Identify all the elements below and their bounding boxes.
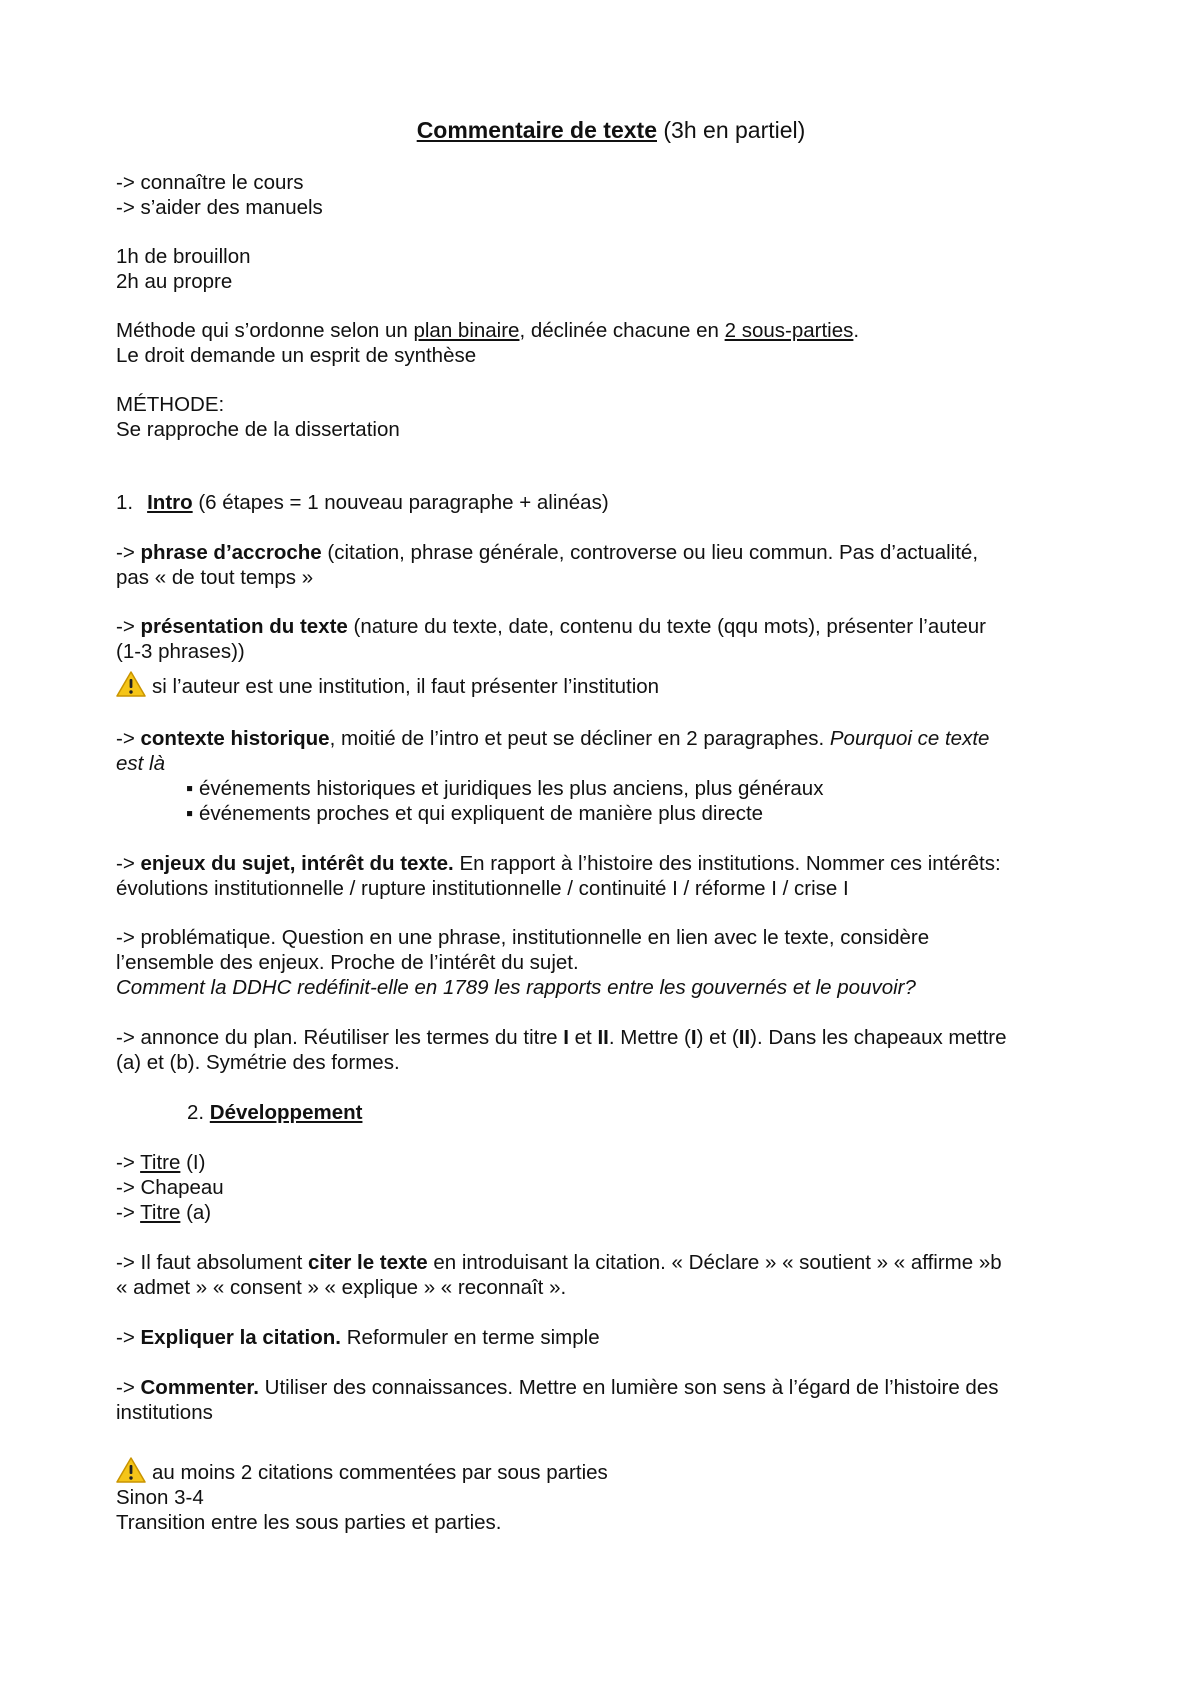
citer-line-1: -> Il faut absolument citer le texte en introduisant la citation. « Déclare » « soutient » « affirme »b [116, 1251, 1002, 1274]
problematique-line-1: -> problématique. Question en une phrase, institutionnelle en lien avec le texte, considère [116, 926, 930, 949]
citer-line-2: « admet » « consent » « explique » « reconnaît ». [116, 1276, 567, 1299]
contexte-line-2: est là [116, 752, 165, 775]
problematique-line-2: l’ensemble des enjeux. Proche de l’intérêt du sujet. [116, 951, 579, 974]
intro-line-1: -> connaître le cours [116, 171, 304, 194]
warning-icon [116, 671, 146, 697]
problematique-example: Comment la DDHC redéfinit-elle en 1789 les rapports entre les gouvernés et le pouvoir? [116, 976, 916, 999]
commenter-line-1: -> Commenter. Utiliser des connaissances. Mettre en lumière son sens à l’égard de l’histoire des [116, 1376, 999, 1399]
annonce-line-2: (a) et (b). Symétrie des formes. [116, 1051, 400, 1074]
presentation-line-2: (1-3 phrases)) [116, 640, 245, 663]
time-line-1: 1h de brouillon [116, 245, 251, 268]
expliquer-line: -> Expliquer la citation. Reformuler en terme simple [116, 1326, 600, 1349]
structure-titre-1: -> Titre (I) [116, 1151, 206, 1174]
warning-icon [116, 1457, 146, 1483]
section-2-heading: 2. Développement [187, 1101, 363, 1124]
section-1-heading: 1. Intro (6 étapes = 1 nouveau paragraphe + alinéas) [116, 491, 609, 514]
presentation-warning: si l’auteur est une institution, il faut présenter l’institution [116, 671, 659, 699]
commenter-line-2: institutions [116, 1401, 213, 1424]
final-line-2: Sinon 3-4 [116, 1486, 204, 1509]
structure-titre-2: -> Titre (a) [116, 1201, 212, 1224]
structure-chapeau: -> Chapeau [116, 1176, 224, 1199]
presentation-line-1: -> présentation du texte (nature du texte, date, contenu du texte (qqu mots), présenter l’auteur [116, 615, 986, 638]
contexte-line-1: -> contexte historique, moitié de l’intro et peut se décliner en 2 paragraphes. Pourquoi ce texte [116, 727, 990, 750]
annonce-line-1: -> annonce du plan. Réutiliser les termes du titre I et II. Mettre (I) et (II). Dans les chapeaux mettre [116, 1026, 1007, 1049]
methode-heading: MÉTHODE: [116, 393, 225, 416]
method-paragraph-line-2: Le droit demande un esprit de synthèse [116, 344, 477, 367]
enjeux-line-1: -> enjeux du sujet, intérêt du texte. En rapport à l’histoire des institutions. Nommer ces intérêts: [116, 852, 1001, 875]
page-title: Commentaire de texte (3h en partiel) [416, 117, 806, 143]
intro-line-2: -> s’aider des manuels [116, 196, 323, 219]
accroche-line-1: -> phrase d’accroche (citation, phrase générale, controverse ou lieu commun. Pas d’actualité, [116, 541, 979, 564]
accroche-line-2: pas « de tout temps » [116, 566, 314, 589]
methode-line: Se rapproche de la dissertation [116, 418, 400, 441]
contexte-bullet-1: ▪︎ événements historiques et juridiques les plus anciens, plus généraux [186, 777, 824, 800]
time-line-2: 2h au propre [116, 270, 233, 293]
contexte-bullet-2: ▪︎ événements proches et qui expliquent de manière plus directe [186, 802, 764, 825]
enjeux-line-2: évolutions institutionnelle / rupture institutionnelle / continuité I / réforme I / crise I [116, 877, 849, 900]
final-warning: au moins 2 citations commentées par sous parties [116, 1457, 608, 1485]
final-line-3: Transition entre les sous parties et parties. [116, 1511, 502, 1534]
method-paragraph-line-1: Méthode qui s’ordonne selon un plan binaire, déclinée chacune en 2 sous-parties. [116, 319, 860, 342]
